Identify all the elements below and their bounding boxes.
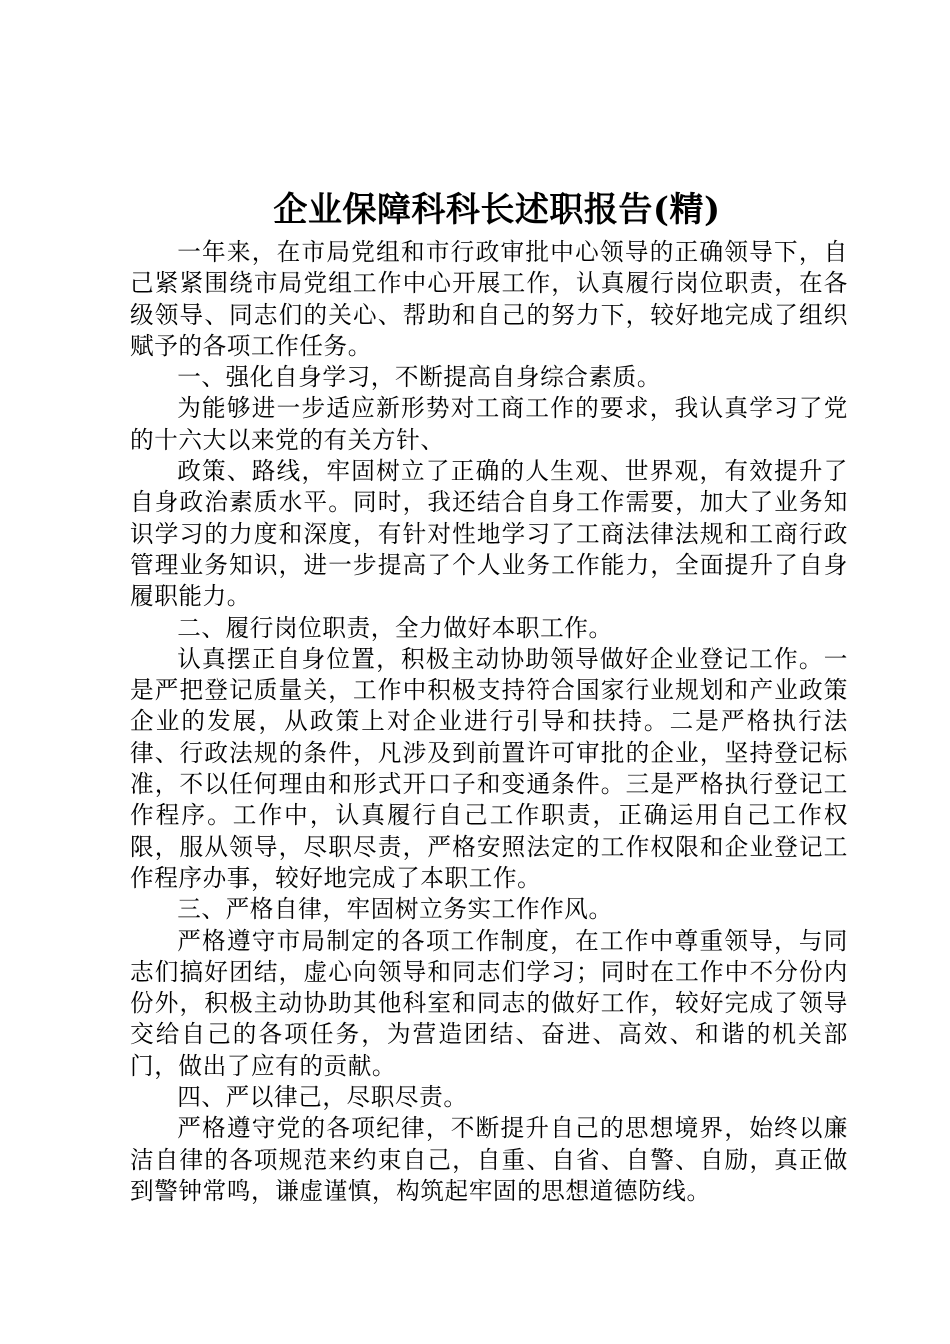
section-heading-1: 一、强化自身学习，不断提高自身综合素质。: [177, 363, 662, 392]
section-heading-4: 四、严以律己，尽职尽责。: [177, 1083, 468, 1112]
paragraph-intro: 一年来，在市局党组和市行政审批中心领导的正确领导下，自己紧紧围绕市局党组工作中心开展工作，认真履行岗位职责，在各级领导、同志们的关心、帮助和自己的努力下，较好地完成了组织赋予的各项工作任务。: [130, 238, 848, 360]
paragraph: 为能够进一步适应新形势对工商工作的要求，我认真学习了党的十六大以来党的有关方针、: [130, 394, 848, 454]
document-title: 企业保障科科长述职报告(精): [273, 190, 721, 230]
document-page: [130, 183, 848, 1207]
paragraph: 严格遵守党的各项纪律，不断提升自己的思想境界，始终以廉洁自律的各项规范来约束自己，自重、自省、自警、自励，真正做到警钟常鸣，谦虚谨慎，构筑起牢固的思想道德防线。: [130, 1114, 848, 1205]
document-body: [130, 237, 848, 1207]
paragraph: 严格遵守市局制定的各项工作制度，在工作中尊重领导，与同志们搞好团结，虚心向领导和同志们学习；同时在工作中不分份内份外，积极主动协助其他科室和同志的做好工作，较好完成了领导交给自己的各项任务，为营造团结、奋进、高效、和谐的机关部门，做出了应有的贡献。: [130, 926, 848, 1080]
section-heading-2: 二、履行岗位职责，全力做好本职工作。: [177, 613, 613, 642]
paragraph: 认真摆正自身位置，积极主动协助领导做好企业登记工作。一是严把登记质量关，工作中积极支持符合国家行业规划和产业政策企业的发展，从政策上对企业进行引导和扶持。二是严格执行法律、行政法规的条件，凡涉及到前置许可审批的企业，坚持登记标准，不以任何理由和形式开口子和变通条件。三是严格执行登记工作程序。工作中，认真履行自己工作职责，正确运用自己工作权限，服从领导，尽职尽责，严格安照法定的工作权限和企业登记工作程序办事，较好地完成了本职工作。: [130, 644, 848, 892]
paragraph: 政策、路线，牢固树立了正确的人生观、世界观，有效提升了自身政治素质水平。同时，我还结合自身工作需要，加大了业务知识学习的力度和深度，有针对性地学习了工商法律法规和工商行政管理业务知识，进一步提高了个人业务工作能力，全面提升了自身履职能力。: [130, 457, 848, 611]
section-heading-3: 三、严格自律，牢固树立务实工作作风。: [177, 895, 613, 924]
